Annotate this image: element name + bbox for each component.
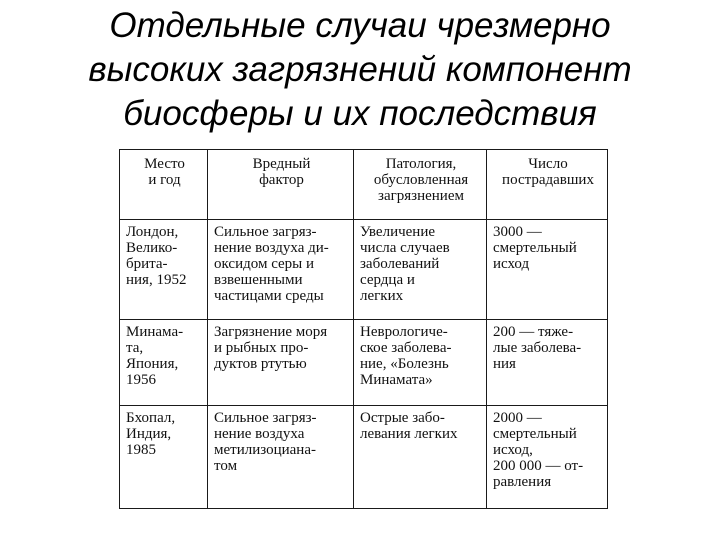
header-pathology: Патология, обусловленная загрязнением [354, 150, 487, 220]
cell-victims: 3000 — смертельный исход [487, 220, 608, 320]
cell-place-year: Бхопал, Индия, 1985 [120, 406, 208, 509]
cell-pathology: Увеличение числа случаев заболеваний сердца и легких [354, 220, 487, 320]
header-harmful-factor: Вредный фактор [208, 150, 354, 220]
cell-place-year: Лондон, Велико- брита- ния, 1952 [120, 220, 208, 320]
cell-harmful-factor: Загрязнение моря и рыбных про- дуктов ртутью [208, 320, 354, 406]
cell-harmful-factor: Сильное загряз- нение воздуха ди- оксидом серы и взвешенными частицами среды [208, 220, 354, 320]
slide-title [0, 4, 720, 136]
table-row [120, 220, 608, 320]
cell-victims: 200 — тяже- лые заболева- ния [487, 320, 608, 406]
header-place-year: Место и год [120, 150, 208, 220]
cell-pathology: Неврологиче- ское заболева- ние, «Болезнь Минамата» [354, 320, 487, 406]
slide-title-line: биосферы и их последствия [123, 94, 597, 133]
table-row [120, 320, 608, 406]
table-row [120, 406, 608, 509]
cell-place-year: Минама- та, Япония, 1956 [120, 320, 208, 406]
cell-pathology: Острые забо- левания легких [354, 406, 487, 509]
table-header-row [120, 150, 608, 220]
slide-title-line: высоких загрязнений компонент [88, 50, 632, 89]
header-victims: Число пострадавших [487, 150, 608, 220]
cell-harmful-factor: Сильное загряз- нение воздуха метилизоциана- том [208, 406, 354, 509]
cell-victims: 2000 — смертельный исход, 200 000 — от- равления [487, 406, 608, 509]
incidents-table [119, 149, 608, 509]
slide-title-line: Отдельные случаи чрезмерно [109, 6, 611, 45]
